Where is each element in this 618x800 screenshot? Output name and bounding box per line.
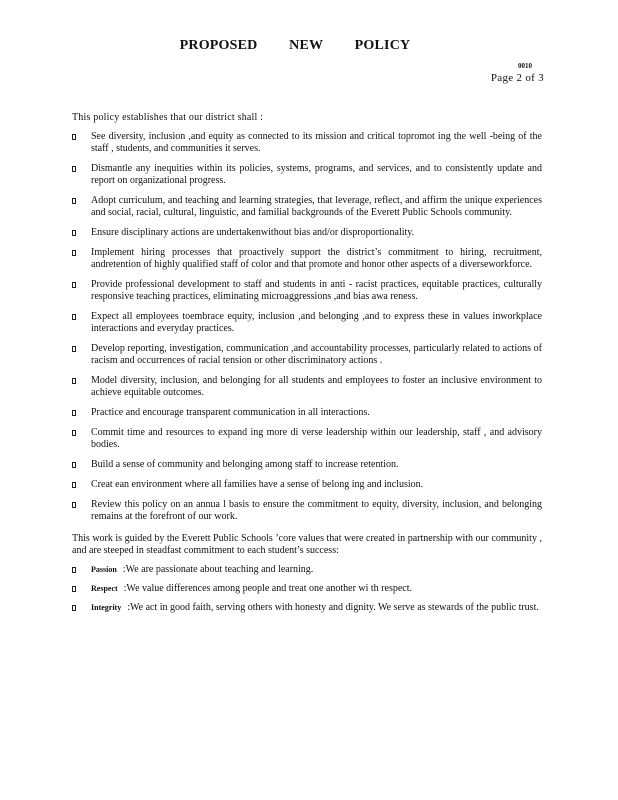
bullet-icon <box>72 250 76 256</box>
core-value-text: :We act in good faith, serving others with honesty and dignity. We serve as stewards of the public trust. <box>127 602 539 613</box>
list-item <box>72 343 542 367</box>
list-item-text: Dismantle any inequities within its policies, systems, programs, and services, and to consistently update and report on organizational progress. <box>91 163 542 186</box>
list-item <box>72 247 542 271</box>
list-item-text: Expect all employees toembrace equity, inclusion ,and belonging ,and to express these in values inworkplace interactions and everyday practices. <box>91 311 542 334</box>
list-item-text: See diversity, inclusion ,and equity as connected to its mission and critical topromot ing the well -being of the staff , students, and communities it serves. <box>91 131 542 154</box>
document-title: PROPOSED NEW POLICY <box>179 38 411 53</box>
bullet-icon <box>72 346 76 352</box>
bullet-icon <box>72 567 76 573</box>
core-values-list <box>72 564 542 614</box>
bullet-icon <box>72 482 76 488</box>
list-item <box>72 499 542 523</box>
list-item-text: Develop reporting, investigation, communication ,and accountability processes, particularly related to actions of racism and occurrences of racial tension or other discriminatory actions . <box>91 343 542 366</box>
list-item-text: Review this policy on an annua l basis to ensure the commitment to equity, diversity, inclusion, and belonging remains at the forefront of our work. <box>91 499 542 522</box>
bullet-icon <box>72 430 76 436</box>
core-value-text: :We are passionate about teaching and learning. <box>122 564 314 575</box>
list-item <box>72 479 542 491</box>
core-value-name: Respect <box>91 584 118 593</box>
bullet-icon <box>72 378 76 384</box>
list-item-text: Adopt curriculum, and teaching and learning strategies, that leverage, reflect, and affirm the unique experiences and social, racial, cultural, linguistic, and familial backgrounds of the Everett Public Schools community. <box>91 195 542 218</box>
core-value-passion <box>72 564 542 576</box>
list-item <box>72 427 542 451</box>
core-value-integrity <box>72 602 542 614</box>
bullet-icon <box>72 198 76 204</box>
list-item <box>72 407 542 419</box>
list-item-text: Creat ean environment where all families have a sense of belong ing and inclusion. <box>91 479 424 490</box>
intro-paragraph: This policy establishes that our district shall : <box>72 112 264 123</box>
list-item <box>72 459 542 471</box>
list-item <box>72 195 542 219</box>
list-item-text: Commit time and resources to expand ing more di verse leadership within our leadership, staff , and advisory bodies. <box>91 427 542 450</box>
core-value-text: :We value differences among people and treat one another wi th respect. <box>123 583 412 594</box>
bullet-icon <box>72 462 76 468</box>
list-item <box>72 131 542 155</box>
bullet-icon <box>72 410 76 416</box>
core-value-name: Passion <box>91 565 117 574</box>
bullet-icon <box>72 605 76 611</box>
list-item <box>72 279 542 303</box>
core-value-name: Integrity <box>91 603 122 612</box>
list-item <box>72 375 542 399</box>
page-number: Page 2 of 3 <box>490 72 544 84</box>
policy-commitments-list <box>72 131 542 523</box>
list-item <box>72 163 542 187</box>
policy-code: 0010 <box>518 62 532 70</box>
bullet-icon <box>72 314 76 320</box>
list-item-text: Model diversity, inclusion, and belonging for all students and employees to foster an inclusive environment to achieve equitable outcomes. <box>91 375 542 398</box>
policy-body <box>72 112 542 621</box>
core-value-respect <box>72 583 542 595</box>
list-item-text: Implement hiring processes that proactively support the district’s commitment to hiring, recruitment, andretention of highly qualified staff of color and that promote and honor other aspects of a diverseworkforce. <box>91 247 542 270</box>
list-item-text: Ensure disciplinary actions are undertakenwithout bias and/or disproportionality. <box>91 227 415 238</box>
bullet-icon <box>72 282 76 288</box>
list-item <box>72 311 542 335</box>
bullet-icon <box>72 502 76 508</box>
bullet-icon <box>72 134 76 140</box>
list-item-text: Build a sense of community and belonging among staff to increase retention. <box>91 459 399 470</box>
core-values-paragraph: This work is guided by the Everett Public Schools ’core values that were created in partnership with our community , and are steeped in steadfast commitment to each student’s success: <box>72 533 542 556</box>
list-item <box>72 227 542 239</box>
bullet-icon <box>72 586 76 592</box>
bullet-icon <box>72 166 76 172</box>
list-item-text: Provide professional development to staff and students in anti - racist practices, equitable practices, culturally responsive teaching practices, eliminating microaggressions ,and bias awa reness. <box>91 279 542 302</box>
list-item-text: Practice and encourage transparent communication in all interactions. <box>91 407 370 418</box>
bullet-icon <box>72 230 76 236</box>
